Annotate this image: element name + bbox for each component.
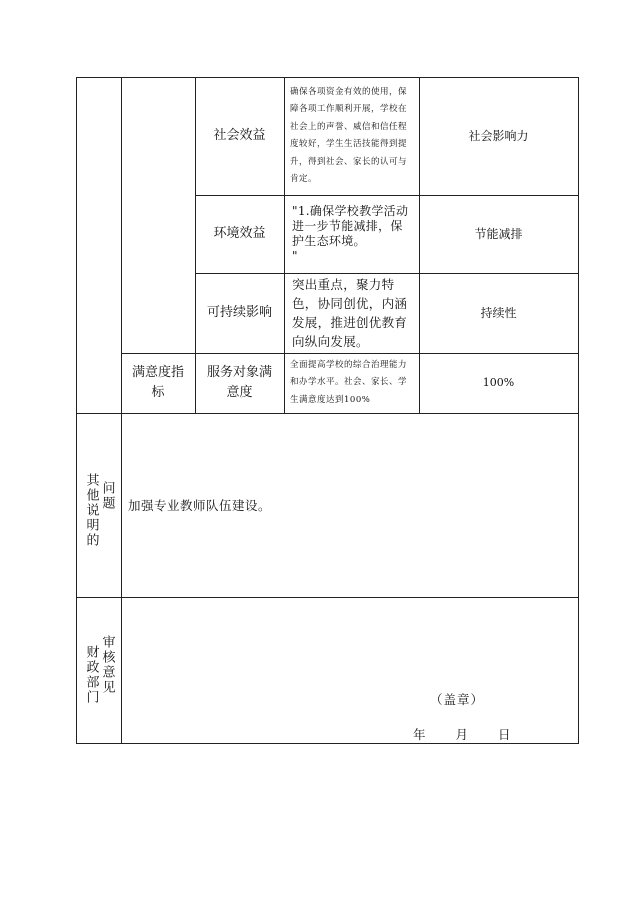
table-bottom-border [76,743,579,744]
other-content: 加强专业教师队伍建设。 [128,498,272,513]
environment-benefit-content: "1.确保学校教学活动进一步节能减排，保护生态环境。 " [292,204,409,263]
social-benefit-indicator: 社会影响力 [468,129,529,143]
environment-benefit-indicator: 节能减排 [474,227,523,241]
other-label-col1: 其他说明的 [83,472,99,548]
finance-label-col2: 审核意见 [99,635,115,695]
date-month: 月 [455,727,468,742]
finance-label-col1: 财政部门 [83,645,99,705]
sustainable-impact-content: 突出重点，聚力特色，协同创优，内涵发展，推进创优教育向纵向发展。 [292,277,408,349]
social-benefit-content: 确保各项资金有效的使用，保障各项工作顺利开展，学校在社会上的声誉、威信和信任程度较好，学生生活技能得到提升，得到社会、家长的认可与肯定。 [290,86,408,184]
date-year: 年 [413,727,426,742]
satisfaction-indicator: 100% [482,376,515,389]
environment-benefit-label: 环境效益 [213,226,266,241]
other-label [76,413,121,597]
table-right-border [578,77,579,744]
satisfaction-category: 满意度指标 [131,365,184,400]
satisfaction-label: 服务对象满意度 [206,365,272,400]
satisfaction-content: 全面提高学校的综合治理能力和办学水平。社会、家长、学生满意度达到100% [290,359,408,405]
row-divider-5 [76,597,579,598]
finance-date [413,725,510,743]
sustainable-impact-indicator: 持续性 [480,306,517,320]
other-label-col2: 问题 [99,481,115,511]
finance-seal: （盖章） [430,692,485,707]
date-day: 日 [497,727,511,742]
finance-label [76,597,121,743]
social-benefit-label: 社会效益 [213,128,266,143]
sustainable-impact-label: 可持续影响 [206,305,272,320]
